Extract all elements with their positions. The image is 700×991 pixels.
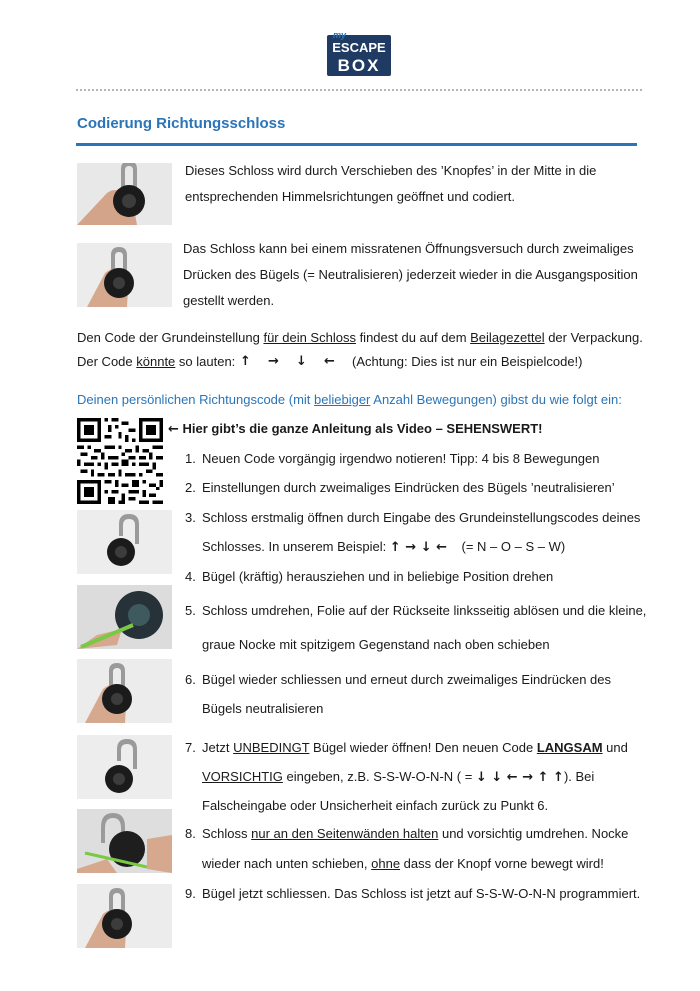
step-9: 9. Bügel jetzt schliessen. Das Schloss ist jetzt auf S-S-W-O-N-N programmiert.	[185, 886, 641, 901]
arrow-up-icon: ↑	[240, 354, 251, 369]
photo-lock-closed	[77, 884, 172, 948]
step-3-line1: 3. Schloss erstmalig öffnen durch Eingabe des Grundeinstellungscodes deines	[185, 510, 641, 525]
photo-lock-open	[77, 510, 172, 574]
intro-p2-line2: Drücken des Bügels (= Neutralisieren) jederzeit wieder in die Ausgangsposition	[183, 267, 638, 282]
page-title: Codierung Richtungsschloss	[77, 115, 286, 132]
step-5-line1: 5. Schloss umdrehen, Folie auf der Rückseite linksseitig ablösen und die kleine,	[185, 603, 647, 618]
arrows-example-icon: ↑ → ↓ ←	[389, 540, 448, 555]
personal-code-heading: Deinen persönlichen Richtungscode (mit beliebiger Anzahl Bewegungen) gibst du wie folgt ein:	[77, 392, 622, 407]
step-5-line2: graue Nocke mit spitzigem Gegenstand nach oben schieben	[202, 637, 550, 652]
logo-bottom-text: BOX	[337, 56, 381, 75]
arrow-down-icon: ↓	[296, 354, 307, 369]
step-3-line2: Schlosses. In unserem Beispiel: ↑ → ↓ ← (= N – O – S – W)	[202, 539, 566, 555]
photo-lock-hand-2	[77, 243, 172, 307]
arrow-left-icon: ←	[168, 422, 179, 437]
photo-lock-press	[77, 659, 172, 723]
photo-lock-back-tool	[77, 585, 172, 649]
step-1: 1. Neuen Code vorgängig irgendwo notieren! Tipp: 4 bis 8 Bewegungen	[185, 451, 600, 466]
step-4: 4. Bügel (kräftig) herausziehen und in beliebige Position drehen	[185, 569, 554, 584]
intro-p2-line3: gestellt werden.	[183, 293, 275, 308]
photo-lock-open-2	[77, 735, 172, 799]
logo-small-text: my	[333, 30, 347, 40]
step-7-line1: 7. Jetzt UNBEDINGT Bügel wieder öffnen! Den neuen Code LANGSAM und	[185, 740, 628, 755]
arrows-new-code-icon: ↓ ↓ ← → ↑ ↑	[475, 770, 564, 785]
header-divider	[76, 89, 642, 91]
photo-lock-sides	[77, 809, 172, 873]
code-info-note: (Achtung: Dies ist nur ein Beispielcode!)	[352, 354, 583, 369]
step-7-line2: VORSICHTIG eingeben, z.B. S-S-W-O-N-N ( = ↓ ↓ ← → ↑ ↑). Bei	[202, 769, 595, 785]
qr-code[interactable]	[77, 418, 163, 504]
photo-lock-hand-1	[77, 163, 172, 225]
title-underline	[76, 143, 637, 146]
step-8-line1: 8. Schloss nur an den Seitenwänden halten und vorsichtig umdrehen. Nocke	[185, 826, 629, 841]
step-6-line1: 6. Bügel wieder schliessen und erneut durch zweimaliges Eindrücken des	[185, 672, 612, 687]
intro-p1-line2: entsprechenden Himmelsrichtungen geöffnet und codiert.	[185, 189, 516, 204]
step-8-line2: wieder nach unten schieben, ohne dass der Knopf vorne bewegt wird!	[202, 856, 604, 871]
intro-p1-line1: Dieses Schloss wird durch Verschieben des ’Knopfes’ in der Mitte in die	[185, 163, 597, 178]
code-info-line2: Der Code könnte so lauten:	[77, 354, 236, 369]
logo-top-text: ESCAPE	[332, 40, 386, 55]
escape-box-logo	[325, 30, 393, 78]
code-info-line1: Den Code der Grundeinstellung für dein Schloss findest du auf dem Beilagezettel der Verpackung.	[77, 330, 643, 345]
arrow-right-icon: →	[268, 354, 279, 369]
video-link[interactable]: ← Hier gibt’s die ganze Anleitung als Video – SEHENSWERT!	[168, 421, 543, 437]
intro-p2-line1: Das Schloss kann bei einem missratenen Öffnungsversuch durch zweimaliges	[183, 241, 634, 256]
arrow-left-icon: ←	[324, 354, 335, 369]
step-6-line2: Bügels neutralisieren	[202, 701, 324, 716]
step-2: 2. Einstellungen durch zweimaliges Eindrücken des Bügels ’neutralisieren’	[185, 480, 615, 495]
step-7-line3: Falscheingabe oder Unsicherheit einfach zurück zu Punkt 6.	[202, 798, 549, 813]
